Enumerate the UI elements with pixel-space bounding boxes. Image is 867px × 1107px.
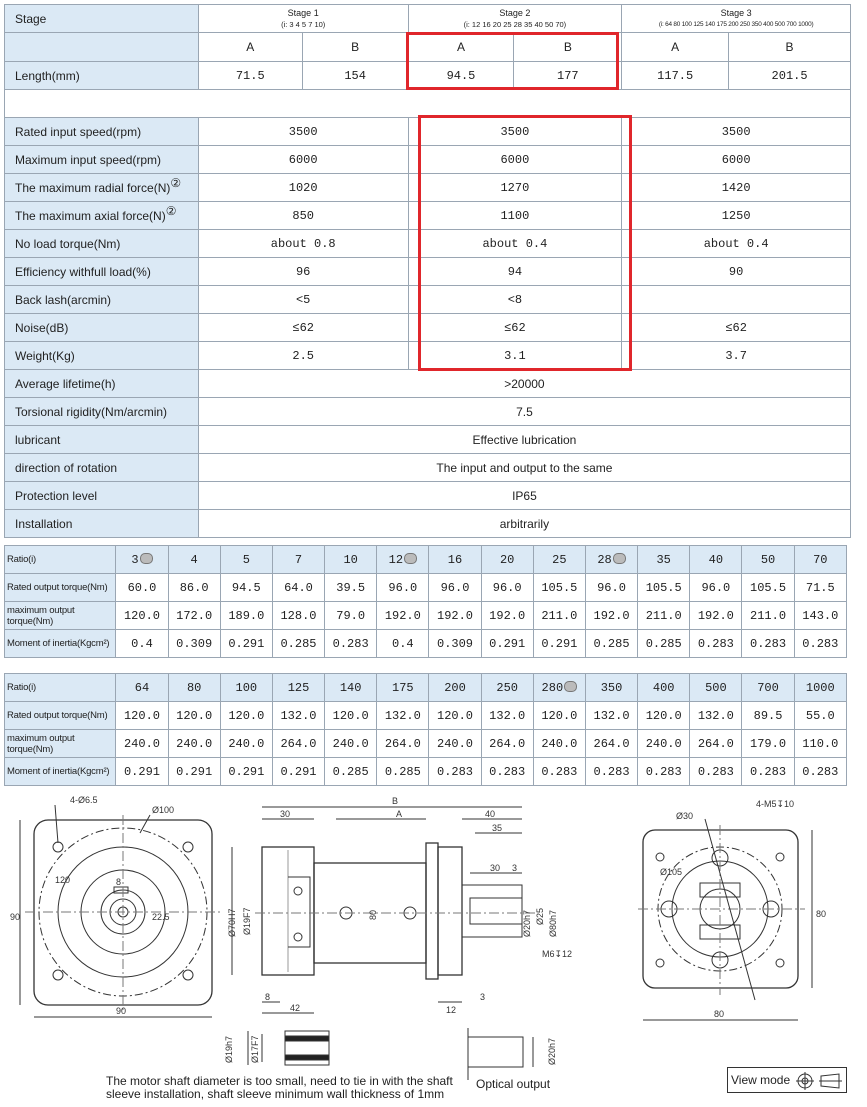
motor-shaft-note: The motor shaft diameter is too small, need to tie in with the shaft sleeve installation, shaft sleeve minimum wall thickness of 1mm: [106, 1074, 453, 1101]
ratio-cell: 200: [429, 674, 481, 702]
svg-text:Ø30: Ø30: [676, 811, 694, 821]
ratio-cell: 96.0: [585, 574, 637, 602]
ratio-cell: 120.0: [325, 702, 377, 730]
spec-row-label: The maximum axial force(N)②: [5, 202, 199, 230]
ratio-cell: 0.283: [794, 630, 846, 658]
ratio-cell: 143.0: [794, 602, 846, 630]
ratio-cell: 0.283: [742, 758, 794, 786]
stage-1-header: Stage 1 (i: 3 4 5 7 10): [198, 5, 408, 33]
spec-row-value: about 0.4: [408, 230, 622, 258]
ratio-cell: 94.5: [220, 574, 272, 602]
ratio-cell: 211.0: [533, 602, 585, 630]
ratio-cell: 0.291: [481, 630, 533, 658]
ratio-cell: 0.285: [638, 630, 690, 658]
ratio-cell: 96.0: [690, 574, 742, 602]
svg-text:80: 80: [714, 1009, 725, 1019]
ratio-cell: 12: [377, 546, 429, 574]
side-view-labels: [227, 796, 572, 1015]
spec-row-value: Effective lubrication: [198, 426, 850, 454]
technical-drawing: [0, 795, 867, 1107]
ratio-cell: 25: [533, 546, 585, 574]
spec-row-label: Noise(dB): [5, 314, 199, 342]
ratio-row-ratio: [5, 546, 847, 574]
ratio-row-rated: [5, 574, 847, 602]
spec-row: [5, 342, 851, 370]
spec-row-label: No load torque(Nm): [5, 230, 199, 258]
svg-text:4-M5↧10: 4-M5↧10: [756, 799, 795, 809]
spec-row-label: The maximum radial force(N)②: [5, 174, 199, 202]
spec-row-value: The input and output to the same: [198, 454, 850, 482]
spec-row-value: 3500: [622, 118, 851, 146]
ratio-cell: 192.0: [481, 602, 533, 630]
spec-row: [5, 174, 851, 202]
spec-row-value: ≤62: [622, 314, 851, 342]
spec-row-label: Installation: [5, 510, 199, 538]
side-view: [232, 807, 535, 1013]
spec-row-value: 6000: [408, 146, 622, 174]
spec-row: [5, 202, 851, 230]
ratio-cell: 16: [429, 546, 481, 574]
ratio-cell: 0.285: [325, 758, 377, 786]
ratio-cell: 120.0: [533, 702, 585, 730]
spec-row-value: 94: [408, 258, 622, 286]
optical-output-shaft: [468, 1028, 533, 1080]
view-mode-label: View mode: [731, 1073, 791, 1087]
spec-row-label: Maximum input speed(rpm): [5, 146, 199, 174]
spec-row: [5, 118, 851, 146]
ratio-cell: 0.283: [481, 758, 533, 786]
ratio-cell: 0.309: [168, 630, 220, 658]
stage-label: Stage: [5, 5, 199, 33]
spec-row-value: 90: [622, 258, 851, 286]
ratio-cell: 80: [168, 674, 220, 702]
svg-text:90: 90: [116, 1006, 127, 1016]
ratio-row-label: Ratio(i): [5, 674, 116, 702]
svg-text:35: 35: [492, 823, 503, 833]
rear-view: [638, 819, 812, 1020]
ratio-cell: 0.285: [585, 630, 637, 658]
ratio-cell: 96.0: [377, 574, 429, 602]
spec-row-value: 2.5: [198, 342, 408, 370]
ratio-cell: 64.0: [272, 574, 324, 602]
svg-text:Ø20h7: Ø20h7: [547, 1037, 557, 1065]
spec-row: [5, 258, 851, 286]
ratio-cell: 100: [220, 674, 272, 702]
ratio-cell: 140: [325, 674, 377, 702]
svg-text:30: 30: [490, 863, 501, 873]
shaft-sleeve: [248, 1031, 329, 1065]
ratio-cell: 120.0: [116, 702, 168, 730]
ratio-cell: 110.0: [794, 730, 846, 758]
svg-text:Ø19F7: Ø19F7: [242, 907, 252, 935]
ratio-cell: 50: [742, 546, 794, 574]
ratio-cell: 120.0: [116, 602, 168, 630]
svg-text:30: 30: [280, 809, 291, 819]
spec-row-label: Back lash(arcmin): [5, 286, 199, 314]
ratio-cell: 0.283: [429, 758, 481, 786]
ratio-cell: 60.0: [116, 574, 168, 602]
ratio-cell: 89.5: [742, 702, 794, 730]
svg-text:42: 42: [290, 1003, 301, 1013]
ratio-cell: 0.285: [377, 758, 429, 786]
ratio-cell: 28: [585, 546, 637, 574]
spec-row-value: <8: [408, 286, 622, 314]
single-value-rows: [5, 370, 851, 538]
ratio-cell: 120.0: [220, 702, 272, 730]
ratio-cell: 132.0: [377, 702, 429, 730]
ratio-row-max: [5, 730, 847, 758]
ratio-cell: 132.0: [481, 702, 533, 730]
length-value: 71.5: [198, 62, 302, 90]
svg-text:80: 80: [816, 909, 827, 919]
ratio-cell: 0.283: [533, 758, 585, 786]
ratio-cell: 189.0: [220, 602, 272, 630]
spec-row-label: direction of rotation: [5, 454, 199, 482]
svg-text:Ø100: Ø100: [152, 805, 175, 815]
ratio-table-1: [4, 545, 847, 658]
svg-text:Ø105: Ø105: [660, 867, 683, 877]
ratio-cell: 0.285: [272, 630, 324, 658]
ratio-cell: 264.0: [481, 730, 533, 758]
spec-row: [5, 426, 851, 454]
svg-text:8: 8: [116, 877, 122, 887]
ratio-row-label: Rated output torque(Nm): [5, 702, 116, 730]
ratio-cell: 105.5: [742, 574, 794, 602]
ratio-cell: 132.0: [585, 702, 637, 730]
spec-row: [5, 454, 851, 482]
ratio-cell: 175: [377, 674, 429, 702]
ratio-cell: 250: [481, 674, 533, 702]
ratio-cell: 0.291: [533, 630, 585, 658]
svg-text:B: B: [392, 796, 399, 806]
ratio-cell: 128.0: [272, 602, 324, 630]
svg-text:Ø70H7: Ø70H7: [227, 908, 237, 937]
spec-row-value: 1420: [622, 174, 851, 202]
spec-row-value: [622, 286, 851, 314]
three-stage-rows: [5, 118, 851, 370]
ratio-cell: 172.0: [168, 602, 220, 630]
svg-text:Ø20h7: Ø20h7: [522, 909, 532, 937]
svg-text:8: 8: [265, 992, 271, 1002]
svg-text:22.5: 22.5: [152, 912, 170, 922]
ratio-cell: 39.5: [325, 574, 377, 602]
ratio-row-label: Ratio(i): [5, 546, 116, 574]
ratio-row-rated: [5, 702, 847, 730]
spec-row: [5, 370, 851, 398]
ratio-cell: 192.0: [585, 602, 637, 630]
spec-table: [4, 4, 851, 538]
svg-text:80: 80: [368, 909, 378, 920]
svg-text:Ø25: Ø25: [535, 907, 545, 925]
ratio-cell: 64: [116, 674, 168, 702]
ratio-cell: 0.283: [794, 758, 846, 786]
spec-row-label: Weight(Kg): [5, 342, 199, 370]
ratio-cell: 0.283: [742, 630, 794, 658]
spec-row-label: Efficiency withfull load(%): [5, 258, 199, 286]
ratio-cell: 86.0: [168, 574, 220, 602]
spec-row-value: 3500: [198, 118, 408, 146]
variant-cell: B: [514, 33, 622, 62]
ratio-cell: 240.0: [116, 730, 168, 758]
spec-row-value: 1270: [408, 174, 622, 202]
ratio-cell: 264.0: [690, 730, 742, 758]
ratio-row-inertia: [5, 758, 847, 786]
spec-row-value: 3.7: [622, 342, 851, 370]
spec-row-value: arbitrarily: [198, 510, 850, 538]
spec-row-value: ≤62: [408, 314, 622, 342]
ratio-cell: 0.291: [220, 758, 272, 786]
spec-row-value: ≤62: [198, 314, 408, 342]
ratio-cell: 132.0: [272, 702, 324, 730]
svg-text:A: A: [396, 809, 403, 819]
ratio-cell: 35: [638, 546, 690, 574]
length-value: 201.5: [729, 62, 851, 90]
ratio-cell: 0.4: [377, 630, 429, 658]
ratio-row-max: [5, 602, 847, 630]
ratio-cell: 240.0: [325, 730, 377, 758]
spec-row-label: Rated input speed(rpm): [5, 118, 199, 146]
spec-row-value: 3.1: [408, 342, 622, 370]
model-mark-icon: [564, 681, 577, 692]
ratio-cell: 240.0: [429, 730, 481, 758]
ratio-cell: 0.283: [585, 758, 637, 786]
ratio-cell: 120.0: [429, 702, 481, 730]
stage-row: [5, 5, 851, 33]
ratio-cell: 1000: [794, 674, 846, 702]
spec-row-label: Torsional rigidity(Nm/arcmin): [5, 398, 199, 426]
ratio-cell: 96.0: [481, 574, 533, 602]
ratio-cell: 96.0: [429, 574, 481, 602]
svg-text:3: 3: [480, 992, 486, 1002]
ratio-cell: 132.0: [690, 702, 742, 730]
ratio-cell: 240.0: [533, 730, 585, 758]
svg-text:Ø80h7: Ø80h7: [548, 909, 558, 937]
variant-cell: A: [408, 33, 514, 62]
ratio-cell: 20: [481, 546, 533, 574]
spec-row: [5, 510, 851, 538]
spec-row: [5, 482, 851, 510]
ratio-cell: 0.291: [168, 758, 220, 786]
ratio-row-label: Moment of inertia(Kgcm²): [5, 758, 116, 786]
spec-row-value: 6000: [622, 146, 851, 174]
optical-output-caption: Optical output: [476, 1077, 551, 1091]
ratio-row-inertia: [5, 630, 847, 658]
ratio-cell: 0.291: [116, 758, 168, 786]
svg-text:Ø17F7: Ø17F7: [250, 1035, 260, 1063]
ratio-cell: 192.0: [429, 602, 481, 630]
variant-row: [5, 33, 851, 62]
svg-text:40: 40: [485, 809, 496, 819]
spec-row-value: 7.5: [198, 398, 850, 426]
ratio-cell: 0.283: [690, 630, 742, 658]
svg-text:12: 12: [446, 1005, 457, 1015]
ratio-cell: 5: [220, 546, 272, 574]
spec-row-value: 3500: [408, 118, 622, 146]
spec-row: [5, 314, 851, 342]
spec-row-value: 1250: [622, 202, 851, 230]
spec-row-label: Average lifetime(h): [5, 370, 199, 398]
svg-text:4-Ø6.5: 4-Ø6.5: [70, 795, 98, 805]
spec-row: [5, 230, 851, 258]
variant-cell: A: [198, 33, 302, 62]
ratio-cell: 105.5: [533, 574, 585, 602]
ratio-cell: 192.0: [690, 602, 742, 630]
ratio-cell: 264.0: [272, 730, 324, 758]
length-value: 177: [514, 62, 622, 90]
svg-text:90: 90: [10, 912, 21, 922]
view-mode-box: [727, 1067, 847, 1093]
ratio-cell: 500: [690, 674, 742, 702]
spec-row-value: >20000: [198, 370, 850, 398]
ratio-cell: 240.0: [220, 730, 272, 758]
ratio-row-label: maximum output torque(Nm): [5, 730, 116, 758]
spec-row-value: IP65: [198, 482, 850, 510]
ratio-cell: 3: [116, 546, 168, 574]
ratio-cell: 0.283: [690, 758, 742, 786]
ratio-cell: 4: [168, 546, 220, 574]
projection-symbol-icon: [795, 1071, 845, 1091]
ratio-cell: 0.283: [325, 630, 377, 658]
ratio-cell: 240.0: [168, 730, 220, 758]
ratio-cell: 264.0: [377, 730, 429, 758]
ratio-cell: 125: [272, 674, 324, 702]
length-value: 154: [302, 62, 408, 90]
ratio-cell: 264.0: [585, 730, 637, 758]
spec-row-value: 1100: [408, 202, 622, 230]
ratio-cell: 79.0: [325, 602, 377, 630]
variant-cell: B: [302, 33, 408, 62]
spec-row-value: about 0.8: [198, 230, 408, 258]
length-value: 94.5: [408, 62, 514, 90]
spacer-row: [5, 90, 851, 118]
ratio-cell: 120.0: [168, 702, 220, 730]
stage-2-header: Stage 2 (i: 12 16 20 25 28 35 40 50 70): [408, 5, 622, 33]
ratio-cell: 10: [325, 546, 377, 574]
length-value: 117.5: [622, 62, 729, 90]
spec-row-label: lubricant: [5, 426, 199, 454]
ratio-row-label: maximum output torque(Nm): [5, 602, 116, 630]
length-label: Length(mm): [5, 62, 199, 90]
svg-text:M6↧12: M6↧12: [542, 949, 573, 959]
ratio-cell: 0.283: [638, 758, 690, 786]
ratio-cell: 211.0: [742, 602, 794, 630]
stage-3-header: Stage 3 (i: 64 80 100 125 140 175 200 250 350 400 500 700 1000): [622, 5, 851, 33]
variant-cell: A: [622, 33, 729, 62]
ratio-cell: 0.309: [429, 630, 481, 658]
variant-cell: B: [729, 33, 851, 62]
spec-row: [5, 146, 851, 174]
ratio-cell: 400: [638, 674, 690, 702]
ratio-cell: 350: [585, 674, 637, 702]
ratio-cell: 40: [690, 546, 742, 574]
spec-row-value: 1020: [198, 174, 408, 202]
ratio-cell: 0.291: [272, 758, 324, 786]
ratio-cell: 71.5: [794, 574, 846, 602]
spec-row-value: 850: [198, 202, 408, 230]
ratio-cell: 120.0: [638, 702, 690, 730]
spec-row-value: about 0.4: [622, 230, 851, 258]
ratio-cell: 55.0: [794, 702, 846, 730]
svg-text:120: 120: [55, 875, 71, 885]
spec-row-value: 6000: [198, 146, 408, 174]
length-row: [5, 62, 851, 90]
ratio-cell: 70: [794, 546, 846, 574]
ratio-cell: 0.4: [116, 630, 168, 658]
spec-row-label: Protection level: [5, 482, 199, 510]
ratio-table-2: [4, 673, 847, 786]
ratio-cell: 211.0: [638, 602, 690, 630]
model-mark-icon: [404, 553, 417, 564]
svg-text:Ø19h7: Ø19h7: [224, 1035, 234, 1063]
ratio-row-label: Moment of inertia(Kgcm²): [5, 630, 116, 658]
ratio-row-label: Rated output torque(Nm): [5, 574, 116, 602]
ratio-cell: 280: [533, 674, 585, 702]
ratio-cell: 179.0: [742, 730, 794, 758]
ratio-cell: 192.0: [377, 602, 429, 630]
spec-row-value: 96: [198, 258, 408, 286]
spec-row-value: <5: [198, 286, 408, 314]
ratio-cell: 7: [272, 546, 324, 574]
spec-row: [5, 398, 851, 426]
ratio-cell: 700: [742, 674, 794, 702]
ratio-cell: 240.0: [638, 730, 690, 758]
svg-text:3: 3: [512, 863, 518, 873]
front-view: [20, 805, 220, 1017]
ratio-cell: 105.5: [638, 574, 690, 602]
model-mark-icon: [140, 553, 153, 564]
spec-row: [5, 286, 851, 314]
ratio-row-ratio: [5, 674, 847, 702]
ratio-cell: 0.291: [220, 630, 272, 658]
model-mark-icon: [613, 553, 626, 564]
